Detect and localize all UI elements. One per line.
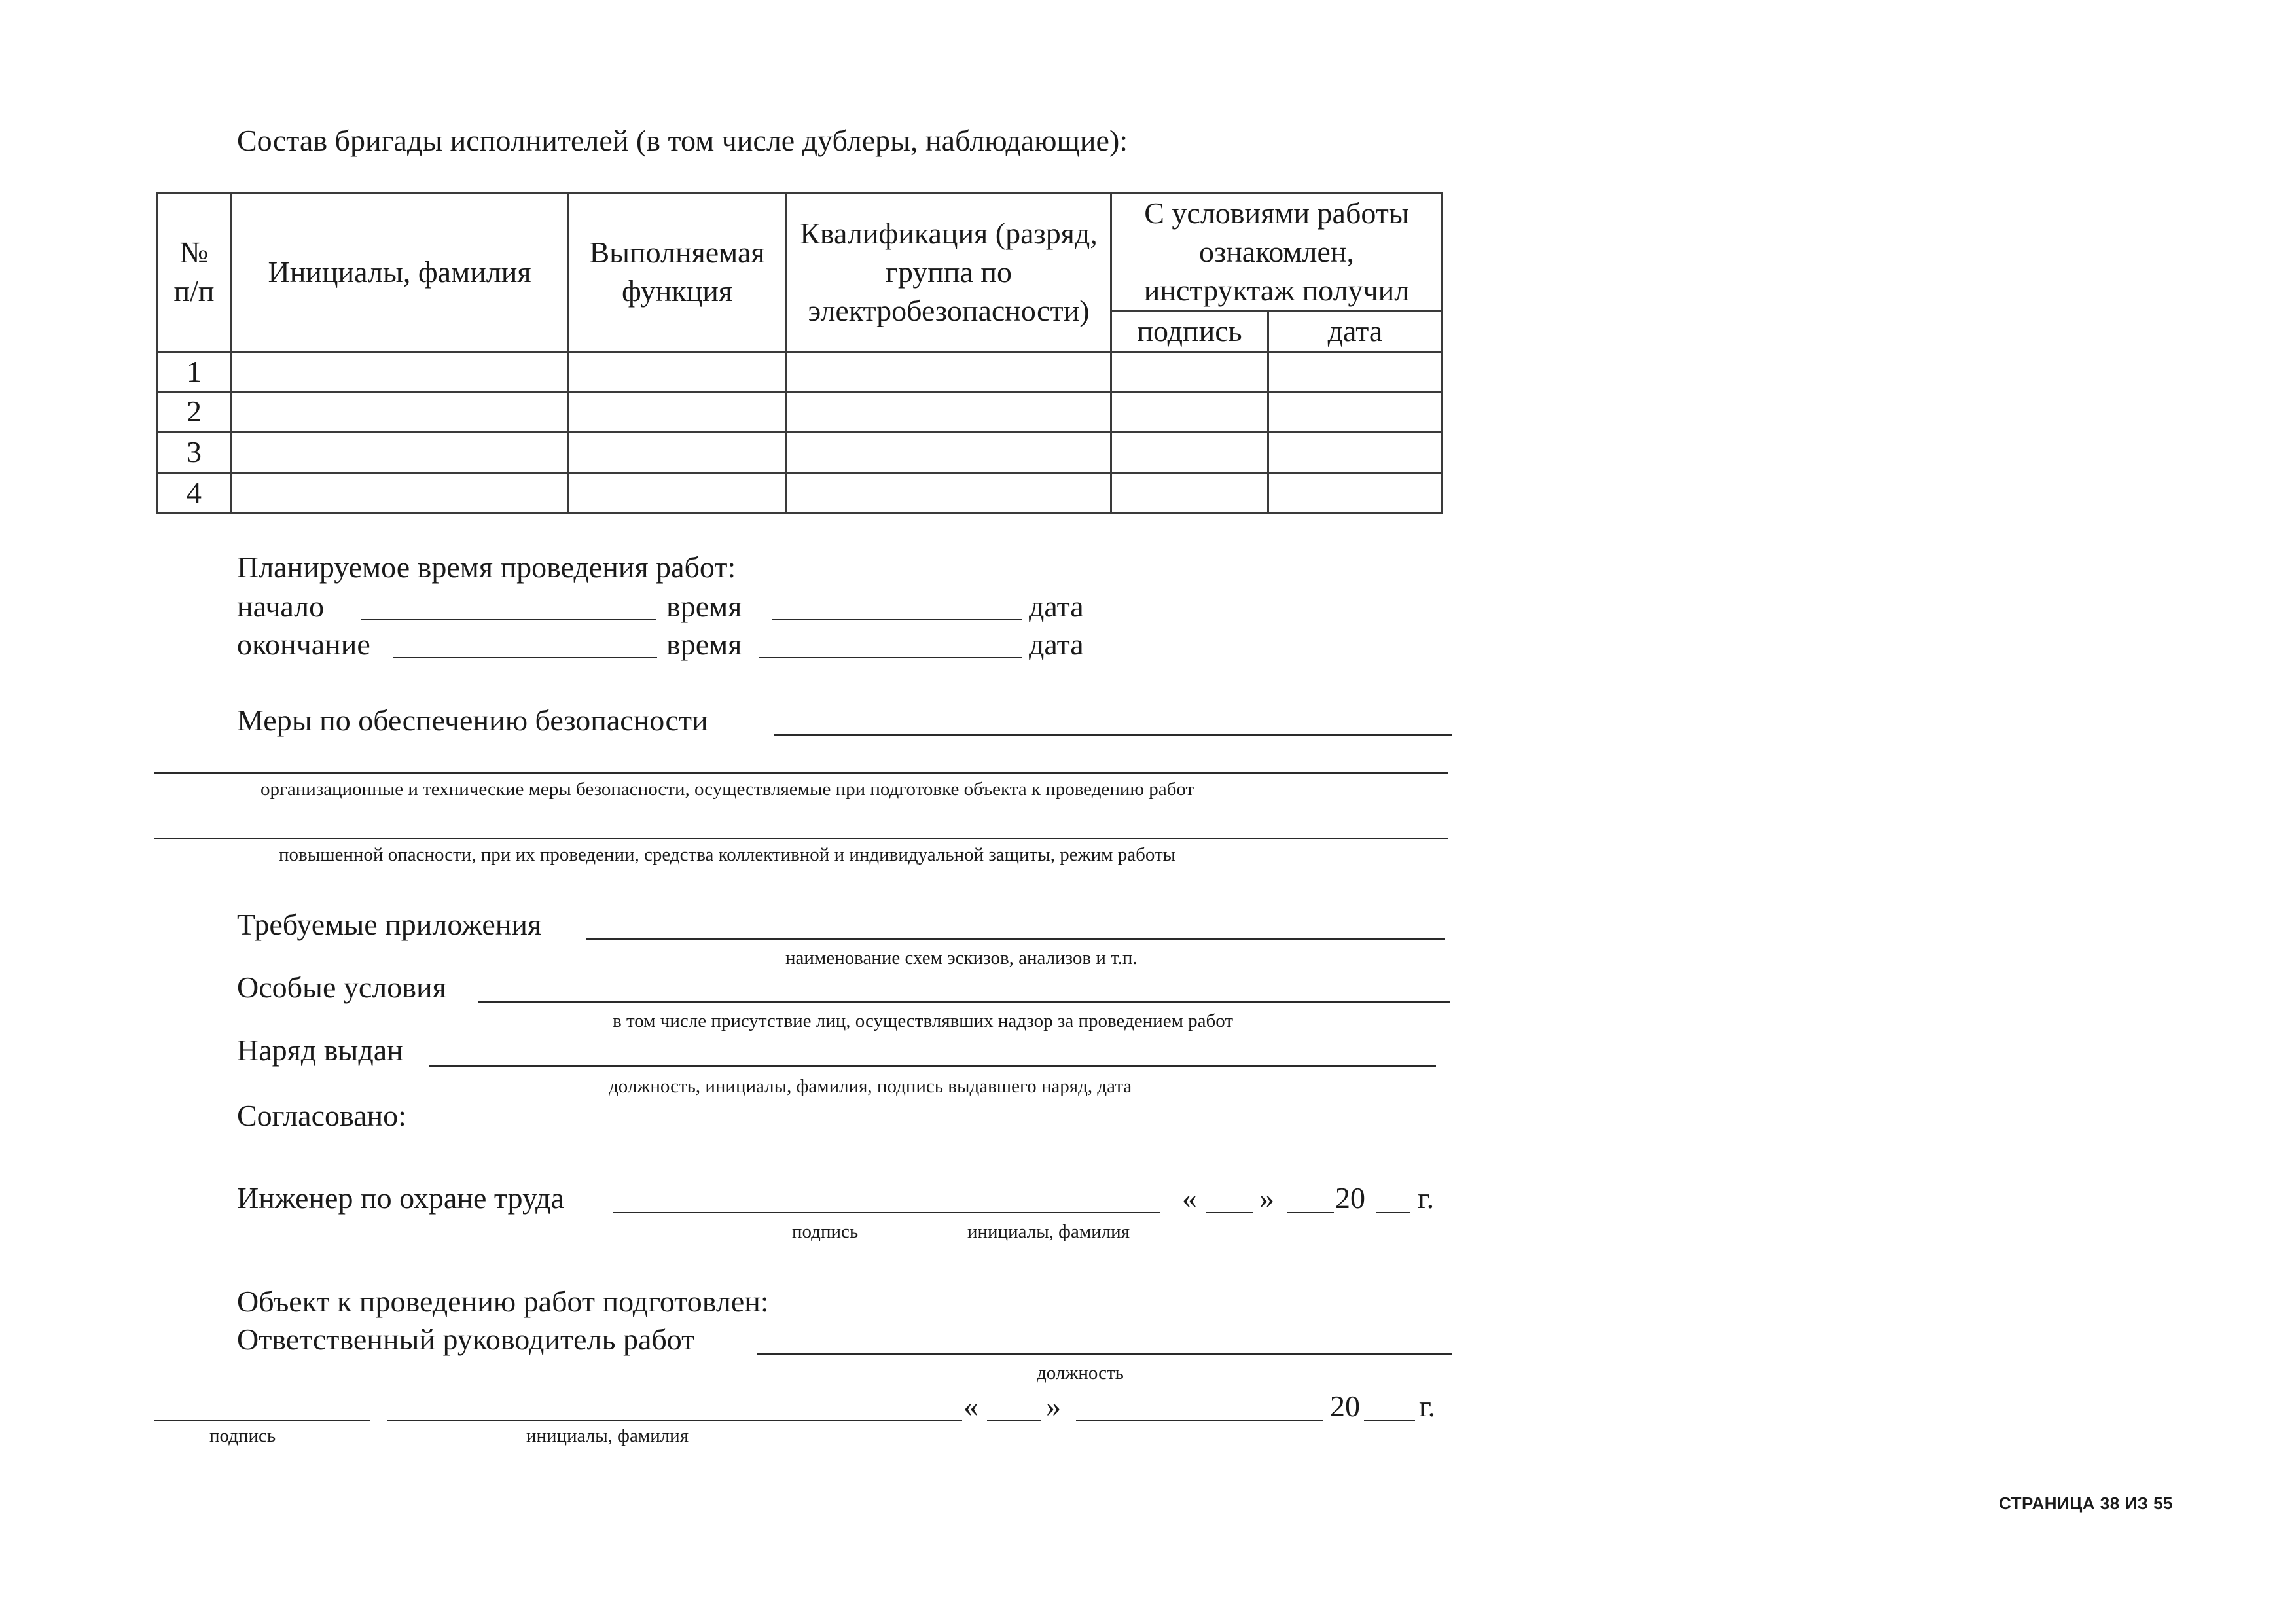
- cell-function[interactable]: [568, 433, 787, 473]
- header-num: № п/п: [157, 194, 232, 352]
- manager-year-field[interactable]: [1364, 1420, 1415, 1421]
- special-label: Особые условия: [237, 971, 446, 1004]
- cell-signature[interactable]: [1111, 473, 1268, 514]
- engineer-caption-signature: подпись: [792, 1221, 859, 1242]
- manager-caption-name: инициалы, фамилия: [526, 1425, 689, 1446]
- cell-qualification[interactable]: [787, 351, 1111, 392]
- end-time-field[interactable]: [393, 657, 657, 658]
- cell-name[interactable]: [232, 433, 568, 473]
- table-row: [157, 473, 1443, 514]
- end-label: окончание: [237, 628, 370, 661]
- safety-field-3[interactable]: [154, 838, 1448, 839]
- cell-date[interactable]: [1268, 392, 1443, 433]
- header-name: Инициалы, фамилия: [232, 194, 568, 352]
- engineer-quote-open: «: [1182, 1181, 1197, 1215]
- manager-caption-signature: подпись: [209, 1425, 276, 1446]
- prepared-title: Объект к проведению работ подготовлен:: [237, 1285, 769, 1318]
- cell-signature[interactable]: [1111, 351, 1268, 392]
- start-time-field[interactable]: [361, 619, 656, 620]
- header-signature: подпись: [1111, 311, 1268, 351]
- engineer-caption-name: инициалы, фамилия: [967, 1221, 1130, 1242]
- safety-field-2[interactable]: [154, 772, 1448, 774]
- row-number: 1: [157, 351, 232, 392]
- manager-position-field[interactable]: [757, 1353, 1452, 1355]
- table-row: [157, 433, 1443, 473]
- end-date-field[interactable]: [759, 657, 1022, 658]
- engineer-year-prefix: 20: [1335, 1181, 1365, 1215]
- crew-table: [156, 192, 1443, 514]
- header-qualification: Квалификация (разряд, группа по электробезопасности): [787, 194, 1111, 352]
- cell-date[interactable]: [1268, 351, 1443, 392]
- safety-field-1[interactable]: [774, 734, 1452, 736]
- cell-signature[interactable]: [1111, 433, 1268, 473]
- cell-date[interactable]: [1268, 433, 1443, 473]
- cell-name[interactable]: [232, 473, 568, 514]
- agreed-label: Согласовано:: [237, 1099, 406, 1132]
- row-number: 3: [157, 433, 232, 473]
- start-time-label: время: [666, 590, 742, 623]
- issued-label: Наряд выдан: [237, 1033, 403, 1067]
- cell-qualification[interactable]: [787, 392, 1111, 433]
- end-time-label: время: [666, 628, 742, 661]
- manager-caption-position: должность: [1037, 1363, 1124, 1383]
- safety-label: Меры по обеспечению безопасности: [237, 704, 708, 737]
- safety-caption-1: организационные и технические меры безопасности, осуществляемые при подготовке объекта к проведению работ: [260, 779, 1194, 800]
- engineer-month-field[interactable]: [1287, 1212, 1334, 1213]
- cell-function[interactable]: [568, 351, 787, 392]
- manager-year-prefix: 20: [1330, 1389, 1360, 1423]
- engineer-quote-close: »: [1259, 1181, 1274, 1215]
- cell-qualification[interactable]: [787, 473, 1111, 514]
- manager-year-suffix: г.: [1419, 1389, 1436, 1423]
- manager-name-field[interactable]: [387, 1420, 962, 1421]
- attachments-caption: наименование схем эскизов, анализов и т.п.: [785, 948, 1138, 969]
- cell-function[interactable]: [568, 392, 787, 433]
- attachments-field[interactable]: [586, 938, 1445, 940]
- engineer-day-field[interactable]: [1206, 1212, 1253, 1213]
- special-caption: в том числе присутствие лиц, осуществлявших надзор за проведением работ: [613, 1010, 1234, 1031]
- schedule-title: Планируемое время проведения работ:: [237, 550, 736, 584]
- page-number: СТРАНИЦА 38 ИЗ 55: [1998, 1493, 2173, 1513]
- manager-signature-field[interactable]: [154, 1420, 370, 1421]
- cell-name[interactable]: [232, 392, 568, 433]
- cell-qualification[interactable]: [787, 433, 1111, 473]
- engineer-year-field[interactable]: [1376, 1212, 1410, 1213]
- crew-title: Состав бригады исполнителей (в том числе дублеры, наблюдающие):: [237, 124, 1128, 157]
- row-number: 4: [157, 473, 232, 514]
- cell-name[interactable]: [232, 351, 568, 392]
- start-label: начало: [237, 590, 325, 623]
- start-date-field[interactable]: [772, 619, 1022, 620]
- header-briefing: С условиями работы ознакомлен, инструктаж получил: [1111, 194, 1443, 312]
- end-date-label: дата: [1029, 628, 1084, 661]
- header-date: дата: [1268, 311, 1443, 351]
- engineer-field[interactable]: [613, 1212, 1160, 1213]
- cell-date[interactable]: [1268, 473, 1443, 514]
- manager-month-field[interactable]: [1076, 1420, 1323, 1421]
- manager-day-field[interactable]: [987, 1420, 1041, 1421]
- cell-signature[interactable]: [1111, 392, 1268, 433]
- start-date-label: дата: [1029, 590, 1084, 623]
- issued-caption: должность, инициалы, фамилия, подпись выдавшего наряд, дата: [609, 1076, 1132, 1097]
- issued-field[interactable]: [429, 1065, 1436, 1067]
- row-number: 2: [157, 392, 232, 433]
- engineer-label: Инженер по охране труда: [237, 1181, 564, 1215]
- safety-caption-2: повышенной опасности, при их проведении, средства коллективной и индивидуальной защиты, режим работы: [279, 844, 1176, 865]
- table-row: [157, 392, 1443, 433]
- table-row: [157, 351, 1443, 392]
- cell-function[interactable]: [568, 473, 787, 514]
- manager-quote-close: »: [1046, 1389, 1061, 1423]
- special-field[interactable]: [478, 1001, 1450, 1003]
- engineer-year-suffix: г.: [1418, 1181, 1435, 1215]
- manager-label: Ответственный руководитель работ: [237, 1323, 695, 1356]
- manager-quote-open: «: [963, 1389, 978, 1423]
- attachments-label: Требуемые приложения: [237, 908, 542, 941]
- header-function: Выполняемая функция: [568, 194, 787, 352]
